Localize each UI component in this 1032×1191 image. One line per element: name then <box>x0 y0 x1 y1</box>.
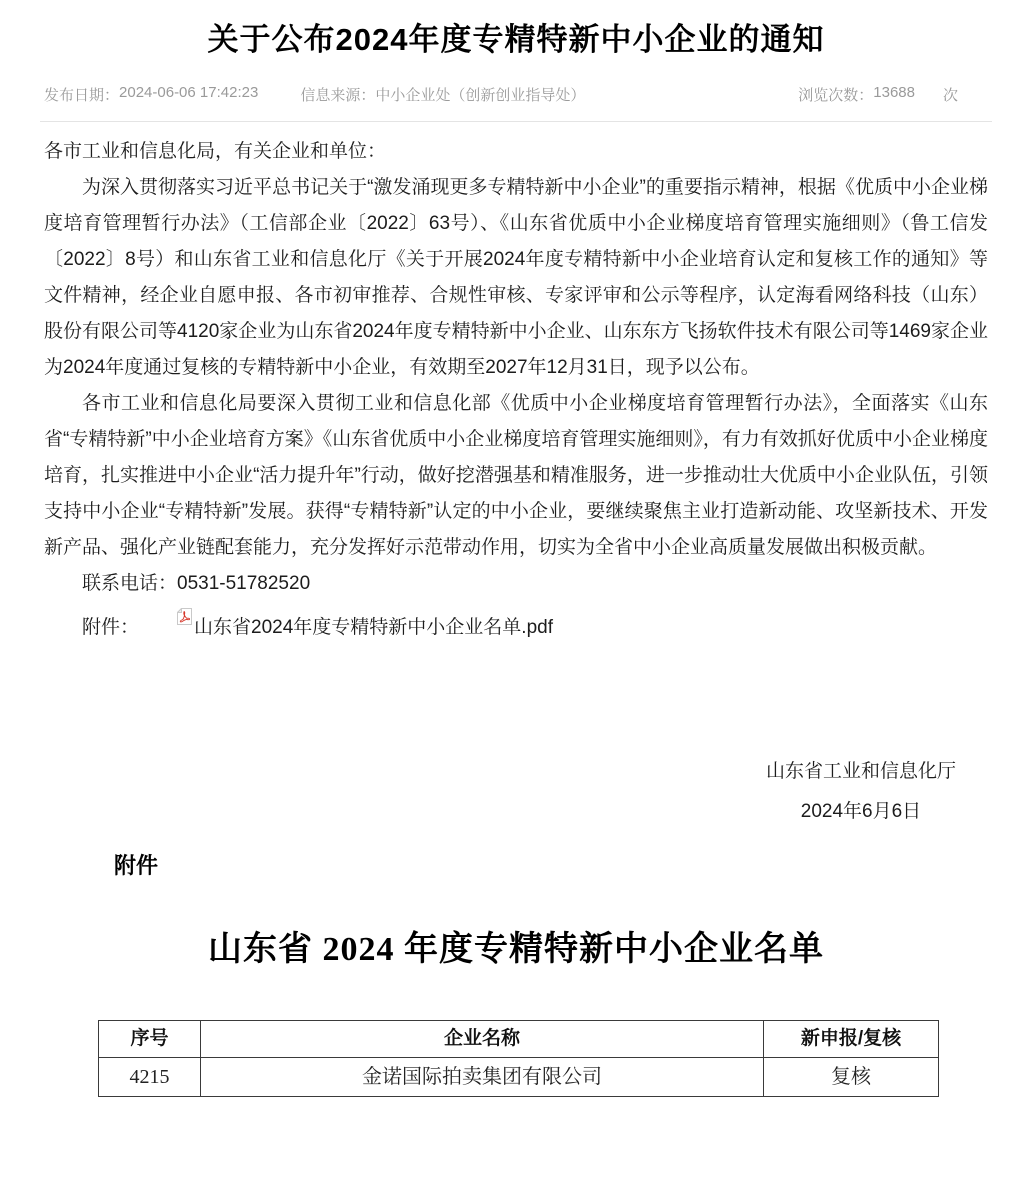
attachment-line <box>44 602 988 646</box>
header-divider <box>40 121 992 122</box>
attachment-filename: 山东省2024年度专精特新中小企业名单.pdf <box>194 617 553 638</box>
pdf-file-icon <box>139 602 192 638</box>
signature-date: 2024年6月6日 <box>800 801 922 822</box>
appendix-doc-title: 山东省 2024 年度专精特新中小企业名单 <box>208 931 824 968</box>
paragraph-1: 为深入贯彻落实习近平总书记关于“激发涌现更多专精特新中小企业”的重要指示精神，根据《优质中小企业梯度培育管理暂行办法》（工信部企业〔2022〕63号）、《山东省优质中小企业梯度培育管理实施细则》（鲁工信发〔2022〕8号）和山东省工业和信息化厅《关于开展2024年度专精特新中小企业培育认定和复核工作的通知》等文件精神，经企业自愿申报、各市初审推荐、合规性审核、专家评审和公示等程序，认定海看网络科技（山东）股份有限公司等4120家企业为山东省2024年度专精特新中小企业、山东东方飞扬软件技术有限公司等1469家企业为2024年度通过复核的专精特新中小企业，有效期至2027年12月31日，现予以公布。 <box>44 177 988 378</box>
appendix-heading: 附件 <box>114 853 159 878</box>
table-header-row <box>99 1021 939 1058</box>
attachment-label: 附件： <box>82 617 140 638</box>
meta-bar <box>44 84 988 105</box>
signature-block <box>766 752 956 832</box>
header-application-type: 新申报/复核 <box>764 1021 939 1058</box>
cell-enterprise-name: 金诺国际拍卖集团有限公司 <box>201 1058 764 1097</box>
view-count <box>798 84 958 105</box>
info-source-label: 信息来源： <box>300 87 376 104</box>
publish-date <box>44 84 258 105</box>
header-serial-no: 序号 <box>99 1021 201 1058</box>
enterprise-table <box>98 1020 939 1097</box>
cell-serial-no: 4215 <box>99 1058 201 1097</box>
info-source <box>300 84 585 105</box>
publish-date-label: 发布日期： <box>44 87 120 104</box>
view-count-unit: 次 <box>942 87 958 104</box>
attachment-link[interactable] <box>139 617 553 638</box>
view-count-label: 浏览次数： <box>798 87 874 104</box>
page-title: 关于公布2024年度专精特新中小企业的通知 <box>207 22 825 57</box>
contact-phone: 联系电话：0531-51782520 <box>82 573 311 594</box>
table-row <box>99 1058 939 1097</box>
notice-body <box>44 134 988 1097</box>
view-count-value: 13688 <box>873 84 915 101</box>
signature-org: 山东省工业和信息化厅 <box>765 761 956 782</box>
header-enterprise-name: 企业名称 <box>201 1021 764 1058</box>
paragraph-2: 各市工业和信息化局要深入贯彻工业和信息化部《优质中小企业梯度培育管理暂行办法》，全面落实《山东省“专精特新”中小企业培育方案》《山东省优质中小企业梯度培育管理实施细则》，有力有效抓好优质中小企业梯度培育，扎实推进中小企业“活力提升年”行动，做好挖潜强基和精准服务，进一步推动壮大优质中小企业队伍，引领支持中小企业“专精特新”发展。获得“专精特新”认定的中小企业，要继续聚焦主业打造新动能、攻坚新技术、开发新产品、强化产业链配套能力，充分发挥好示范带动作用，切实为全省中小企业高质量发展做出积极贡献。 <box>44 393 988 558</box>
info-source-value: 中小企业处（创新创业指导处） <box>375 87 586 104</box>
salutation: 各市工业和信息化局，有关企业和单位： <box>44 141 387 162</box>
cell-application-type: 复核 <box>764 1058 939 1097</box>
publish-date-value: 2024-06-06 17:42:23 <box>119 84 259 101</box>
